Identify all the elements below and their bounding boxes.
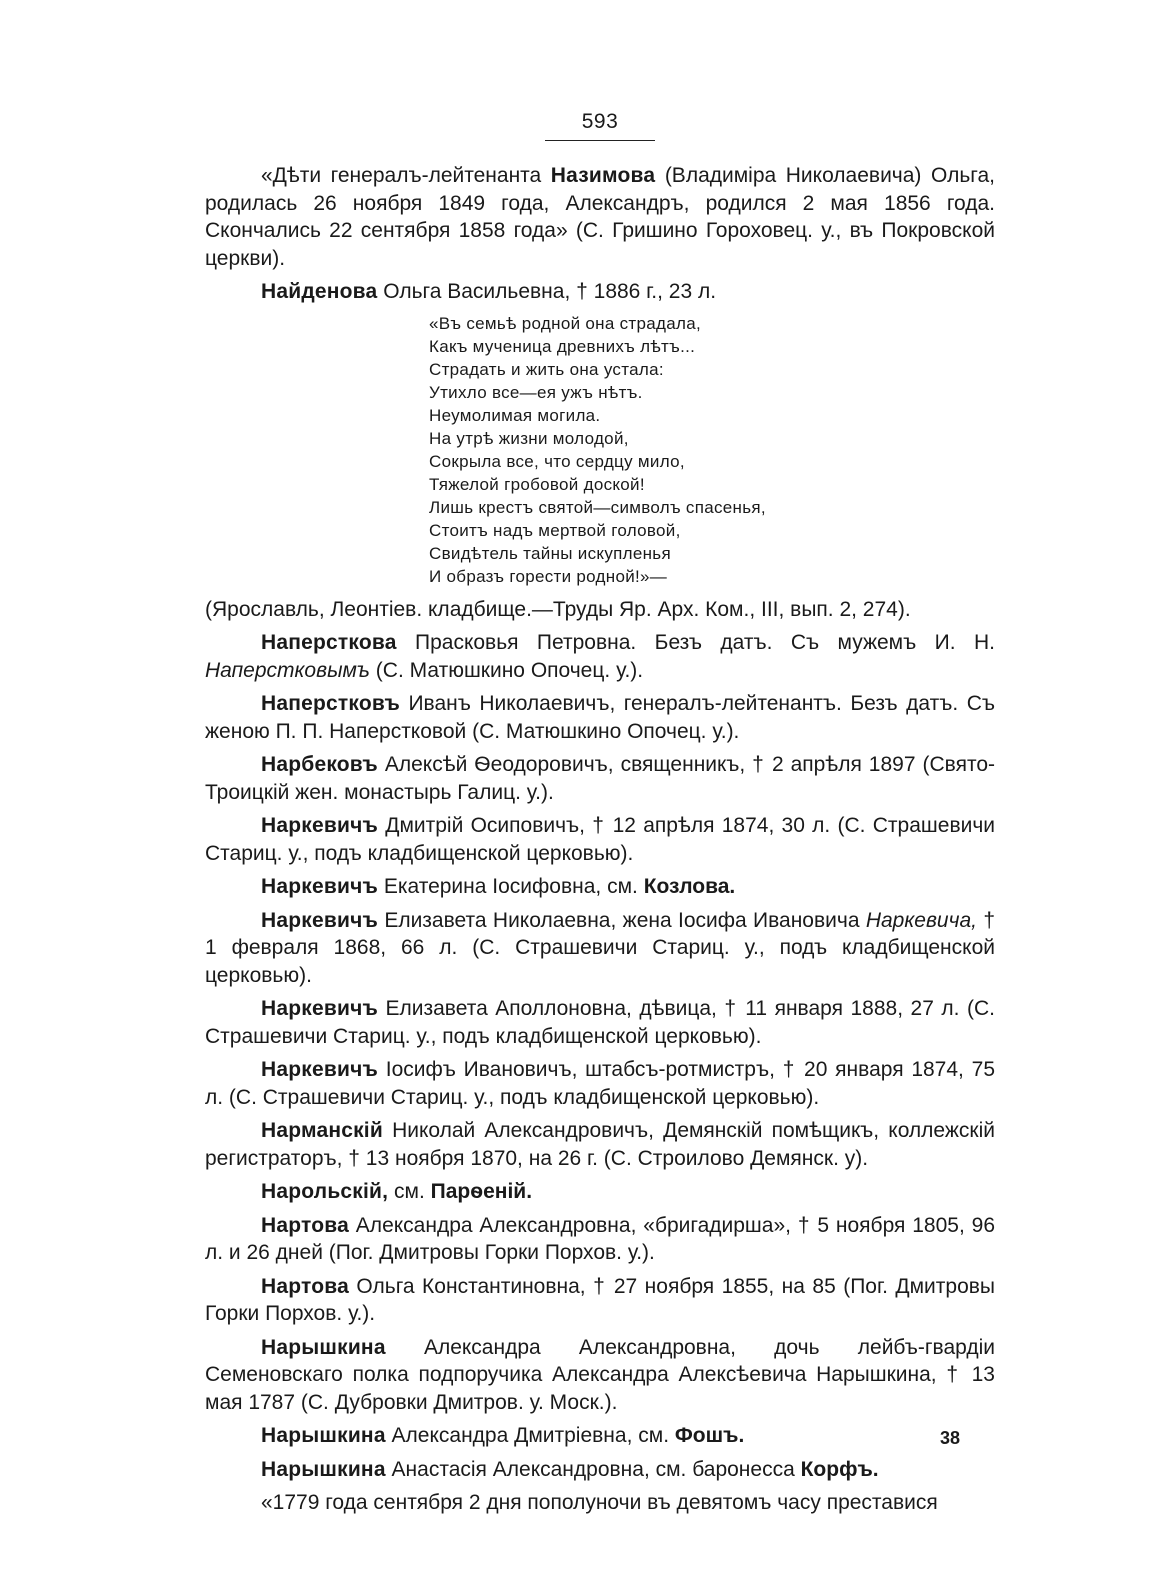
entry-italic: Наркевича,	[865, 908, 977, 932]
entry-naryshkina-anastasia	[205, 1456, 995, 1484]
entry-text: (Ярославль, Леонтіев. кладбище.—Труды Яр. Арх. Ком., III, вып. 2, 274).	[205, 597, 911, 621]
entry-name: Наркевичъ	[261, 908, 378, 932]
entry-lead: «Дѣти генералъ-лейтенанта	[261, 164, 551, 187]
printer-signature-mark: 38	[940, 1428, 961, 1448]
entry-text: Анастасія Александровна, см. баронесса	[385, 1457, 801, 1481]
page-number: 593	[545, 110, 655, 141]
entry-text: Елизавета Аполлоновна, дѣвица, † 11 января 1888, 27 л. (С. Страшевичи Стариц. у., подъ кладбищенской церковью).	[205, 997, 995, 1048]
entry-text-2: (С. Матюшкино Опочец. у.).	[369, 658, 644, 682]
entry-text: Прасковья Петровна. Безъ датъ. Съ мужемъ И. Н.	[396, 631, 995, 654]
poem-line: Свидѣтель тайны искупленья	[429, 543, 671, 563]
entry-text: Ольга Константиновна, † 27 ноября 1855, на 85 (Пог. Дмитровы Горки Порхов. у.).	[205, 1274, 995, 1325]
entry-narmansky	[205, 1117, 995, 1172]
entry-name: Наркевичъ	[261, 1058, 378, 1081]
entry-text: Николай Александровичъ, Демянскій помѣщикъ, коллежскій регистраторъ, † 13 ноября 1870, на 26 г. (С. Строилово Демянск. у).	[205, 1119, 995, 1170]
entry-name: Нарышкина	[261, 1424, 386, 1447]
entry-narkevich-dmitry	[205, 812, 995, 867]
entry-text: Алексѣй Ѳеодоровичъ, священникъ, † 2 апрѣля 1897 (Свято-Троицкій жен. монастырь Галиц. у.).	[205, 753, 995, 804]
entry-name: Назимова	[550, 164, 656, 187]
entry-name: Нартова	[261, 1274, 349, 1298]
poem-line: Стоитъ надъ мертвой головой,	[429, 520, 681, 540]
entry-text: (Владиміра Николаевича) Ольга, родилась 26 ноября 1849 года, Александръ, родился 2 мая 1856 года. Скончались 22 сентября 1858 года» (С. Гришино Гороховец. у., въ Покровской церкви).	[205, 164, 995, 270]
entry-naryshkina-aleksandra-d	[205, 1422, 995, 1450]
cross-reference: Корфъ.	[800, 1457, 879, 1481]
entry-text: см.	[388, 1180, 431, 1203]
entry-naperstkov	[205, 690, 995, 745]
epitaph-poem	[429, 312, 995, 588]
entry-narkevich-ekaterina	[205, 873, 995, 901]
cross-reference: Козлова.	[643, 875, 736, 898]
entry-text: «1779 года сентября 2 дня пополуночи въ девятомъ часу преставися	[261, 1491, 938, 1514]
entry-naryshkina-aleksandra-a	[205, 1334, 995, 1417]
page-body	[205, 162, 995, 1523]
poem-line: Неумолимая могила.	[429, 405, 601, 425]
entry-nartova-olga	[205, 1273, 995, 1328]
poem-line: Лишь крестъ святой—символъ спасенья,	[429, 497, 766, 517]
entry-name: Нарбековъ	[261, 753, 378, 776]
entry-name: Наперсткова	[261, 631, 397, 654]
entry-narbekov	[205, 751, 995, 806]
cross-reference: Парѳеній.	[430, 1180, 533, 1203]
poem-source	[205, 596, 995, 624]
entry-name: Нарольскій,	[261, 1180, 389, 1203]
entry-name: Наркевичъ	[261, 875, 378, 898]
entry-italic: Наперстковымъ	[205, 658, 370, 682]
entry-name: Наркевичъ	[261, 997, 378, 1020]
poem-line: На утрѣ жизни молодой,	[429, 428, 629, 448]
entry-text: Ольга Васильевна, † 1886 г., 23 л.	[377, 280, 717, 303]
poem-line: И образъ горести родной!»—	[429, 566, 668, 586]
poem-line: Страдать и жить она устала:	[429, 359, 664, 379]
entry-narolsky	[205, 1178, 995, 1206]
entry-narkevich-elizaveta-n	[205, 907, 995, 990]
entry-naperstkova	[205, 629, 995, 684]
poem-line: Какъ мученица древнихъ лѣтъ...	[429, 336, 696, 356]
entry-naidenova	[205, 278, 995, 306]
poem-line: Утихло все—ея ужъ нѣтъ.	[429, 382, 643, 402]
entry-text: Александра Александровна, дочь лейбъ-гвардіи Семеновскаго полка подпоручика Александра Алексѣевича Нарышкина, † 13 мая 1787 (С. Дубровки Дмитров. у. Моск.).	[205, 1335, 995, 1414]
cross-reference: Фошъ.	[674, 1424, 745, 1447]
entry-narkevich-iosif	[205, 1056, 995, 1111]
entry-text: Елизавета Николаевна, жена Іосифа Ивановича	[377, 908, 866, 932]
entry-name: Нарышкина	[261, 1335, 386, 1359]
entry-nartova-aleksandra	[205, 1212, 995, 1267]
entry-text-2: † 1 февраля 1868, 66 л. (С. Страшевичи Стариц. у., подъ кладбищенской церковью).	[205, 908, 995, 987]
poem-line: «Въ семьѣ родной она страдала,	[429, 313, 701, 333]
poem-line: Тяжелой гробовой доской!	[429, 474, 645, 494]
poem-line: Сокрыла все, что сердцу мило,	[429, 451, 685, 471]
entry-name: Нарышкина	[261, 1457, 386, 1481]
entry-narkevich-elizaveta-a	[205, 995, 995, 1050]
entry-text: Екатерина Іосифовна, см.	[377, 875, 644, 898]
entry-nazimova	[205, 162, 995, 272]
entry-text: Александра Дмитріевна, см.	[385, 1424, 675, 1447]
entry-name: Нартова	[261, 1213, 349, 1237]
entry-name: Наперстковъ	[261, 692, 400, 715]
entry-text: Дмитрій Осиповичъ, † 12 апрѣля 1874, 30 л. (С. Страшевичи Стариц. у., подъ кладбищенской церковью).	[205, 814, 995, 865]
entry-name: Нарманскій	[261, 1119, 383, 1142]
entry-text: Иванъ Николаевичъ, генералъ-лейтенантъ. Безъ датъ. Съ женою П. П. Наперстковой (С. Матюшкино Опочец. у.).	[205, 692, 995, 743]
entry-name: Найденова	[261, 280, 378, 303]
entry-text: Александра Александровна, «бригадирша», † 5 ноября 1805, 96 л. и 26 дней (Пог. Дмитровы Горки Порхов. у.).	[205, 1213, 995, 1264]
entry-name: Наркевичъ	[261, 814, 378, 837]
entry-text: Іосифъ Ивановичъ, штабсъ-ротмистръ, † 20 января 1874, 75 л. (С. Страшевичи Стариц. у., подъ кладбищенской церковью).	[205, 1058, 995, 1109]
entry-quote-1779	[205, 1489, 995, 1517]
